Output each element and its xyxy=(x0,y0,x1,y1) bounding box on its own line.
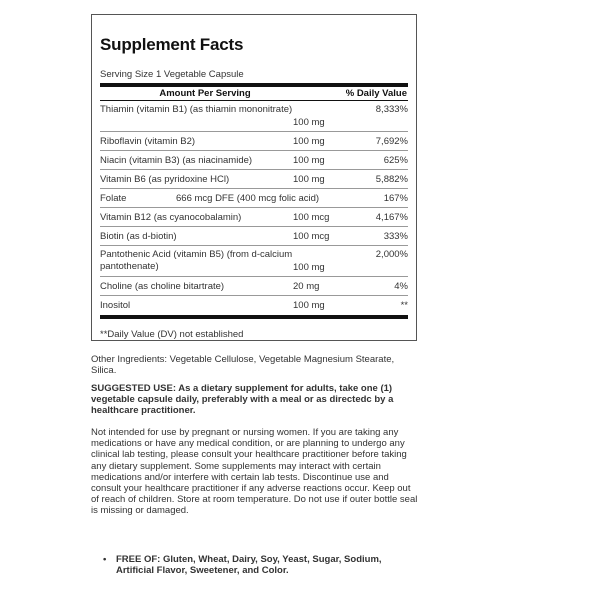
panel-title: Supplement Facts xyxy=(100,35,244,54)
nutrient-amount: 100 mg xyxy=(293,117,325,128)
nutrient-dv: 625% xyxy=(383,155,408,166)
nutrient-name: Vitamin B12 (as cyanocobalamin) xyxy=(100,212,242,223)
nutrient-name: Folate xyxy=(100,193,127,204)
table-row xyxy=(100,208,408,227)
nutrient-dv: ** xyxy=(400,300,408,311)
nutrient-dv: 167% xyxy=(383,193,408,204)
table-row xyxy=(100,101,408,132)
nutrient-dv: 333% xyxy=(383,231,408,242)
bullet-icon: • xyxy=(103,554,107,565)
bottom-rule xyxy=(100,315,408,319)
suggested-use: SUGGESTED USE: As a dietary supplement for adults, take one (1) vegetable capsule daily, preferably with a meal or as directedc by a healthcare practitioner. xyxy=(91,383,394,417)
table-row xyxy=(100,296,408,315)
dv-footnote: **Daily Value (DV) not established xyxy=(100,329,244,340)
nutrient-amount: 666 mcg DFE (400 mcg folic acid) xyxy=(176,193,320,204)
nutrient-amount: 20 mg xyxy=(293,281,320,292)
nutrient-dv: 4% xyxy=(394,281,408,292)
nutrient-name: Biotin (as d-biotin) xyxy=(100,231,177,242)
nutrient-name: Inositol xyxy=(100,300,131,311)
nutrient-amount: 100 mcg xyxy=(293,231,330,242)
nutrient-dv: 4,167% xyxy=(375,212,408,223)
table-row xyxy=(100,277,408,296)
nutrient-name: Riboflavin (vitamin B2) xyxy=(100,136,196,147)
other-ingredients: Other Ingredients: Vegetable Cellulose, Vegetable Magnesium Stearate, Silica. xyxy=(91,354,395,377)
nutrient-amount: 100 mcg xyxy=(293,212,330,223)
free-of-list-item xyxy=(103,554,406,577)
nutrient-table xyxy=(100,101,408,315)
nutrient-dv: 2,000% xyxy=(375,249,408,260)
nutrient-amount: 100 mg xyxy=(293,155,325,166)
table-header xyxy=(100,87,408,101)
nutrient-dv: 5,882% xyxy=(375,174,408,185)
nutrient-name: Thiamin (vitamin B1) (as thiamin mononitrate) xyxy=(100,104,293,115)
supplement-facts-panel xyxy=(91,14,417,341)
nutrient-name: Vitamin B6 (as pyridoxine HCl) xyxy=(100,174,230,185)
nutrient-amount: 100 mg xyxy=(293,136,325,147)
nutrient-amount: 100 mg xyxy=(293,174,325,185)
nutrient-name: Niacin (vitamin B3) (as niacinamide) xyxy=(100,155,253,166)
nutrient-dv: 8,333% xyxy=(375,104,408,115)
table-row xyxy=(100,151,408,170)
serving-size: Serving Size 1 Vegetable Capsule xyxy=(100,69,244,80)
header-daily-value: % Daily Value xyxy=(345,88,407,99)
table-row xyxy=(100,189,408,208)
table-row xyxy=(100,170,408,189)
table-row xyxy=(100,227,408,246)
header-amount: Amount Per Serving xyxy=(159,88,251,99)
free-of-text: FREE OF: Gluten, Wheat, Dairy, Soy, Yeast, Sugar, Sodium, Artificial Flavor, Sweetener, and Color. xyxy=(116,554,382,577)
table-row xyxy=(100,246,408,277)
nutrient-name: Pantothenic Acid (vitamin B5) (from d-calcium pantothenate) xyxy=(100,249,293,272)
table-row xyxy=(100,132,408,151)
nutrient-amount: 100 mg xyxy=(293,300,325,311)
nutrient-name: Choline (as choline bitartrate) xyxy=(100,281,225,292)
warning-text: Not intended for use by pregnant or nursing women. If you are taking any medications or have any medical condition, or are planning to undergo any clinical lab testing, please consult your healthcare practitioner before taking any dietary supplement. Some supplements may interact with certain medications and/or interfere with certain lab tests. Discontinue use and consult your healthcare practitioner if any adverse reactions occur. Keep out of reach of children. Store at room temperature. Do not use if outer bottle seal is missing or damaged. xyxy=(91,427,418,517)
nutrient-amount: 100 mg xyxy=(293,262,325,273)
nutrient-dv: 7,692% xyxy=(375,136,408,147)
